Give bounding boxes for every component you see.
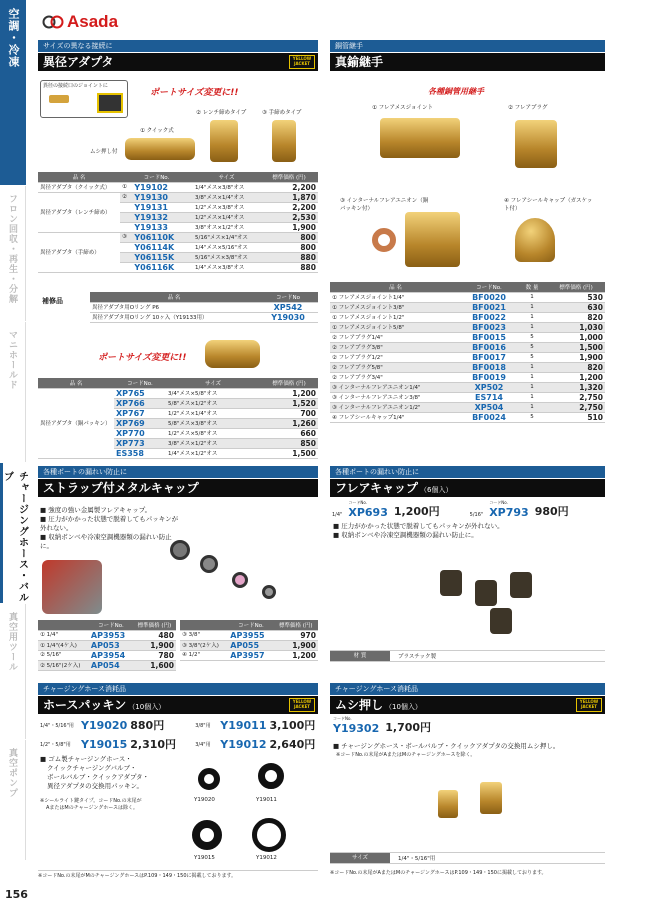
hand-adapter-photo	[272, 120, 296, 162]
yellow-jacket-logo: YELLOW JACKET	[576, 698, 602, 712]
table-row: ③ インターナルフレアユニオン3/8" ES714 1 2,750	[332, 392, 603, 402]
table-row: Y19132 1/2"メス×1/4"オス 2,530	[38, 212, 318, 222]
table-row: ② 5/16"(2ケ入) AP054 1,600	[40, 660, 174, 670]
table-row: XP767 1/2"メス×1/4"オス 700	[116, 408, 316, 418]
s1-table-2: 品 名 コードNo. サイズ 標準価格 (円) 異径アダプタ（銅パッキン） XP765 3/4"メス×5/8"オス 1,200 XP766 5/8"メス×1/2"オス 1,520 XP767 1/2"メス×1/4"オス 700 XP769 5/8"メス×3/8"オス 1,260 XP770 1/2"メス×5/8"オス 660 XP773 3/8"メス×1/2"オス 850 ES358 1/4"メス×1/2"オス 1,500	[38, 378, 318, 459]
yellow-jacket-logo: YELLOW JACKET	[289, 698, 315, 712]
adapter-photo	[49, 95, 69, 103]
side-tab-charging-hose[interactable]: チャージングホース・バルブ	[0, 463, 26, 603]
label-seal-cap: ④ フレアシールキャップ（ガスケット付）	[504, 198, 593, 212]
union-photo	[405, 212, 460, 267]
s3-table-right: コードNo. 標準価格 (円) ③ 3/8" AP3955 970 ③ 3/8"(2ケ入) AP055 1,900 ④ 1/2" AP3957 1,200	[180, 620, 318, 661]
size-row: サイズ 1/4"・5/16"用	[330, 852, 605, 864]
table-row: ① フレアメスジョイント3/8" BF0021 1 630	[332, 302, 603, 312]
table-row: ④ 1/2" AP3957 1,200	[182, 650, 316, 660]
label-union: ③ インターナルフレアユニオン（銅パッキン付）	[340, 198, 429, 212]
s2-callout: 各種銅管用継手	[428, 87, 484, 96]
s5-title: ホースパッキン （10個入） YELLOW JACKET	[38, 696, 318, 714]
table-row: 異径アダプタ用Oリング P6 XP542	[90, 302, 318, 312]
s5-banner: チャージングホース消耗品	[38, 683, 318, 695]
cap-photo-3	[232, 572, 248, 588]
table-row: Y19131 1/2"メス×3/8"オス 2,200	[38, 202, 318, 212]
s3-banner: 各種ポートの漏れい防止に	[38, 466, 318, 478]
s6-footnote: ※コードNo.の末尾がAまたはMのチャージングホースはP.109・149・150に掲載しております。	[330, 870, 547, 876]
table-row: XP769 5/8"メス×3/8"オス 1,260	[38, 418, 318, 428]
table-row: ③ インターナルフレアユニオン1/2" XP504 1 2,750	[332, 402, 603, 412]
label-quick: ① クイック式	[140, 128, 174, 134]
s3-title: ストラップ付メタルキャップ	[38, 479, 318, 497]
yellow-jacket-logo: YELLOW JACKET	[289, 55, 315, 69]
s2-title: 真鍮継手	[330, 53, 605, 71]
s2-banner: 銅管継手	[330, 40, 605, 52]
side-tab-vacuum-pump[interactable]: 真空ポンプ	[0, 740, 26, 860]
side-tab-vacuum-tools[interactable]: 真空用ツール	[0, 604, 26, 739]
s5-prices: 1/4"・5/16"用 Y19020 880円 3/8"用 Y19011 3,100円 1/2"・5/8"用 Y19015 2,310円 3/4"用 Y19012 2,640円	[40, 718, 316, 751]
packing-photo-4	[252, 818, 286, 852]
copper-adapter-photo	[205, 340, 260, 368]
brand-logo	[42, 12, 118, 32]
copper-gasket-photo	[372, 228, 396, 252]
s5-bullets: ■ ゴム製チャージングホース・ クイックチャージングバルブ・ ボールバルブ・クイックアダプタ・ 異径アダプタの交換用パッキン。	[40, 755, 150, 790]
packing-label-3: Y19015	[194, 855, 215, 861]
s1-note-box: 異径の接続口のジョイントに	[40, 80, 128, 118]
table-row: ② フレアプラグ1/4" BF0015 5 1,000	[332, 332, 603, 342]
s2-table: 品 名 コードNo. 数 量 標準価格 (円) ① フレアメスジョイント1/4" BF0020 1 530 ① フレアメスジョイント3/8" BF0021 1 630 ① フレアメスジョイント1/2" BF0022 1 820 ① フレアメスジョイント5/8" BF0023 1 1,030 ② フレアプラグ1/4" BF0015 5 1,000 ② フレアプラグ3/8" BF0016 5 1,500 ② フレアプラグ1/2" BF0017 5 1,900 ② フレアプラグ5/8" BF0018 1 820 ② フレアプラグ3/4" BF0019 1 1,200 ③ インターナルフレアユニオン1/4" XP502 1 1,320 ③ インターナルフレアユニオン3/8" ES714 1 2,750 ③ インターナルフレアユニオン1/2" XP504 1 2,750 ④ フレアシールキャップ1/4" BF0024 5 510	[330, 282, 605, 423]
label-flare-joint: ① フレアメスジョイント	[372, 105, 434, 111]
s6-title: ムシ押し （10個入） YELLOW JACKET	[330, 696, 605, 714]
table-row: 異径アダプタ（銅パッキン） XP765 3/4"メス×5/8"オス 1,200	[38, 388, 318, 398]
table-row: ② フレアプラグ3/4" BF0019 1 1,200	[332, 372, 603, 382]
packing-label-4: Y19012	[256, 855, 277, 861]
seal-cap-photo	[515, 218, 555, 262]
table-row: ③ 3/8"(2ケ入) AP055 1,900	[182, 640, 316, 650]
label-wrench: ② レンチ締めタイプ	[196, 110, 247, 116]
table-row: XP766 5/8"メス×1/2"オス 1,520	[38, 398, 318, 408]
side-tab-manifold[interactable]: マニホールド	[0, 322, 26, 462]
s6-price: コードNo. Y19302 1,700円	[333, 716, 432, 735]
material-row: 材 質 プラスチック製	[330, 650, 605, 662]
table-row: Y06114K 1/4"メス×5/16"オス 800	[38, 242, 318, 252]
label-hand: ③ 手締めタイプ	[262, 110, 302, 116]
table-row: 異径アダプタ用Oリング 10ヶ入（Y19133用） Y19030	[90, 312, 318, 322]
flare-plug-photo	[515, 120, 557, 168]
s3-bullets: ■ 強度の強い金属製フレアキャップ。 ■ 圧力がかかった状態で脱着してもパッキンが外れない。 ■ 収納ボンベや冷凍空調機器類の漏れい防止に。	[40, 506, 179, 550]
s4-prices: 1/4" コードNo. XP693 1,200円 5/16" コードNo. XP793 980円	[332, 500, 569, 519]
s6-bullet: ■ チャージングホース・ボールバルブ・クイックアダプタの交換用ムシ押し。	[333, 742, 560, 750]
side-tab-recovery[interactable]: フロン回収・再生・分解	[0, 186, 26, 321]
s4-title: フレアキャップ （6個入）	[330, 479, 605, 497]
table-row: ES358 1/4"メス×1/2"オス 1,500	[116, 448, 316, 458]
packing-label-1: Y19020	[194, 797, 215, 803]
quick-adapter-photo	[125, 138, 195, 160]
table-row: XP770 1/2"メス×5/8"オス 660	[116, 428, 316, 438]
packing-label-2: Y19011	[256, 797, 277, 803]
side-tab-cooling[interactable]: 空調・冷凍	[0, 0, 26, 185]
table-row: ① フレアメスジョイント1/2" BF0022 1 820	[332, 312, 603, 322]
packing-photo-3	[192, 820, 222, 850]
s4-bullets: ■ 圧力がかかった状態で脱着してもパッキンが外れない。 ■ 収納ボンベや冷凍空調機器類の漏れい防止に。	[333, 522, 504, 539]
table-row: ① フレアメスジョイント5/8" BF0023 1 1,030	[332, 322, 603, 332]
asada-logo-icon	[42, 15, 64, 29]
table-row: ② フレアプラグ1/2" BF0017 5 1,900	[332, 352, 603, 362]
brand-name: Asada	[67, 12, 119, 31]
table-row: ④ フレアシールキャップ1/4" BF0024 5 510	[332, 412, 603, 422]
s1-title: 異径アダプタ YELLOW JACKET	[38, 53, 318, 71]
s5-notes: ※シールライト鍵タイプ。コードNo.の末尾が AまたはMのチャージングホースは除く。	[40, 798, 142, 811]
s6-note: ※コードNo.の末尾がAまたはMのチャージングホースを除く。	[336, 752, 476, 758]
table-row: ① フレアメスジョイント1/4" BF0020 1 530	[332, 292, 603, 302]
packing-photo-2	[258, 763, 284, 789]
table-row: ② フレアプラグ5/8" BF0018 1 820	[332, 362, 603, 372]
mushi-photo-2	[480, 782, 502, 814]
table-row: ② フレアプラグ3/8" BF0016 5 1,500	[332, 342, 603, 352]
hoshu-table: 品 名 コードNo 異径アダプタ用Oリング P6 XP542 異径アダプタ用Oリング 10ヶ入（Y19133用） Y19030	[90, 292, 318, 323]
flare-joint-photo	[380, 118, 460, 158]
s1-callout: ポートサイズ変更に!!	[150, 88, 239, 98]
label-flare-plug: ② フレアプラグ	[508, 105, 548, 111]
table-row: ③ 3/8" AP3955 970	[182, 630, 316, 640]
table-row: XP773 3/8"メス×1/2"オス 850	[38, 438, 318, 448]
valve-photo	[42, 560, 102, 614]
table-row: 異径アダプタ（クイック式） ① Y19102 1/4"メス×3/8"オス 2,200	[40, 182, 316, 192]
table-row: 異径アダプタ（手締め） ③ Y06110K 5/16"メス×1/4"オス 800	[38, 232, 318, 242]
gauge-photo	[97, 93, 123, 113]
s1-callout-2: ポートサイズ変更に!!	[98, 353, 187, 363]
s6-banner: チャージングホース消耗品	[330, 683, 605, 695]
hoshu-label: 補修品	[42, 297, 63, 305]
label-mushi: ムシ押し付	[90, 149, 118, 155]
table-row: Y06115K 5/16"メス×3/8"オス 880	[38, 252, 318, 262]
table-row: Y19133 3/8"オス×1/2"オス 1,900	[38, 222, 318, 232]
s5-footnote: ※コードNo.の末尾がMのチャージングホースはP.109・149・150に掲載しております。	[38, 870, 318, 880]
s3-table-left: コードNo. 標準価格 (円) ① 1/4" AP3953 480 ① 1/4"(4ケ入) AP053 1,900 ② 5/16" AP3954 780 ② 5/16"(2ケ入) AP054 1,600	[38, 620, 176, 671]
s4-banner: 各種ポートの漏れい防止に	[330, 466, 605, 478]
mushi-photo-1	[438, 790, 458, 818]
cap-photo-1	[170, 540, 190, 560]
page-number: 156	[5, 888, 28, 901]
packing-photo-1	[198, 768, 220, 790]
table-row: ① 1/4" AP3953 480	[40, 630, 174, 640]
cap-photo-2	[200, 555, 218, 573]
table-row: ③ インターナルフレアユニオン1/4" XP502 1 1,320	[332, 382, 603, 392]
flare-cap-photo	[430, 550, 550, 640]
s1-table: 品 名 コードNo. サイズ 標準価格 (円) 異径アダプタ（クイック式） ① Y19102 1/4"メス×3/8"オス 2,200 異径アダプタ（レンチ締め） ② Y19130 3/8"メス×1/4"オス 1,870 Y19131 1/2"メス×3/8"オス 2,200 Y19132 1/2"メス×1/4"オス 2,530 Y19133 3/8"オス×1/2"オス 1,900 異径アダプタ（手締め） ③ Y06110K 5/16"メス×1/4"オス 800 Y06114K 1/4"メス×5/16"オス 800 Y06115K 5/16"メス×3/8"オス 880 Y06116K 1/4"メス×3/8"オス 880	[38, 172, 318, 273]
cap-photo-4	[262, 585, 276, 599]
wrench-adapter-photo	[210, 120, 238, 162]
table-row: 異径アダプタ（レンチ締め） ② Y19130 3/8"メス×1/4"オス 1,870	[38, 192, 318, 202]
table-row: ① 1/4"(4ケ入) AP053 1,900	[40, 640, 174, 650]
s1-banner: サイズの異なる接続に	[38, 40, 318, 52]
table-row: ② 5/16" AP3954 780	[40, 650, 174, 660]
table-row: Y06116K 1/4"メス×3/8"オス 880	[38, 262, 318, 272]
